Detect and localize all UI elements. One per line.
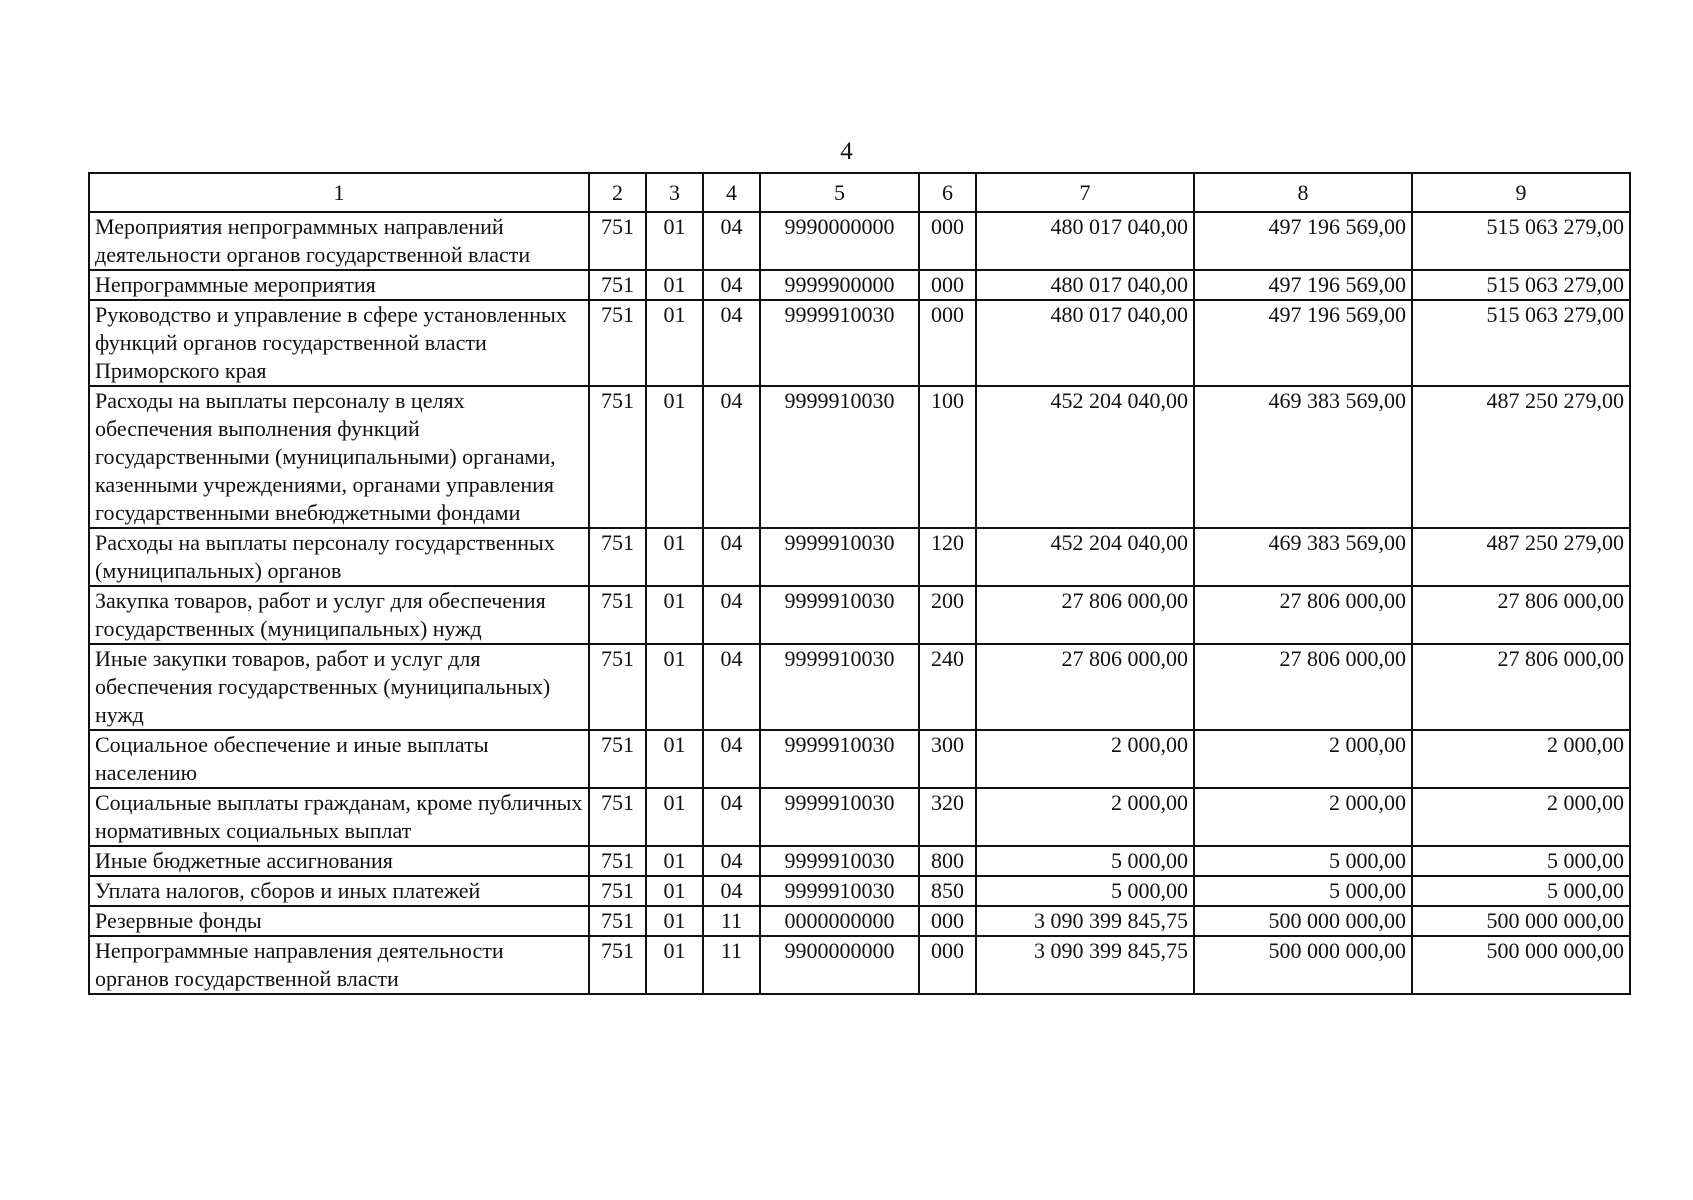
item-name-cell: Непрограммные мероприятия <box>89 270 589 300</box>
column-header: 1 <box>89 173 589 212</box>
code-cell: 9999900000 <box>760 270 919 300</box>
code-cell: 9999910030 <box>760 788 919 846</box>
amount-cell: 2 000,00 <box>976 730 1194 788</box>
amount-cell: 487 250 279,00 <box>1412 528 1630 586</box>
code-cell: 800 <box>919 846 976 876</box>
amount-cell: 27 806 000,00 <box>1194 586 1412 644</box>
amount-cell: 452 204 040,00 <box>976 386 1194 528</box>
code-cell: 9999910030 <box>760 876 919 906</box>
amount-cell: 27 806 000,00 <box>976 644 1194 730</box>
code-cell: 000 <box>919 300 976 386</box>
column-header: 3 <box>646 173 703 212</box>
amount-cell: 5 000,00 <box>1412 846 1630 876</box>
page-number: 4 <box>840 138 853 165</box>
amount-cell: 452 204 040,00 <box>976 528 1194 586</box>
column-header: 7 <box>976 173 1194 212</box>
code-cell: 04 <box>703 212 760 270</box>
code-cell: 01 <box>646 270 703 300</box>
code-cell: 9900000000 <box>760 936 919 994</box>
table-row <box>89 528 1630 586</box>
code-cell: 100 <box>919 386 976 528</box>
code-cell: 04 <box>703 270 760 300</box>
code-cell: 9999910030 <box>760 300 919 386</box>
amount-cell: 469 383 569,00 <box>1194 386 1412 528</box>
table-header <box>89 173 1630 212</box>
amount-cell: 2 000,00 <box>1412 730 1630 788</box>
table-body <box>89 212 1630 994</box>
item-name-cell: Социальное обеспечение и иные выплаты населению <box>89 730 589 788</box>
amount-cell: 480 017 040,00 <box>976 212 1194 270</box>
item-name-cell: Иные бюджетные ассигнования <box>89 846 589 876</box>
amount-cell: 469 383 569,00 <box>1194 528 1412 586</box>
code-cell: 01 <box>646 906 703 936</box>
amount-cell: 497 196 569,00 <box>1194 270 1412 300</box>
code-cell: 01 <box>646 788 703 846</box>
column-header: 6 <box>919 173 976 212</box>
code-cell: 01 <box>646 936 703 994</box>
item-name-cell: Непрограммные направления деятельности органов государственной власти <box>89 936 589 994</box>
code-cell: 01 <box>646 300 703 386</box>
code-cell: 9999910030 <box>760 586 919 644</box>
code-cell: 11 <box>703 936 760 994</box>
amount-cell: 497 196 569,00 <box>1194 300 1412 386</box>
code-cell: 751 <box>589 212 646 270</box>
code-cell: 01 <box>646 644 703 730</box>
amount-cell: 27 806 000,00 <box>1194 644 1412 730</box>
column-header: 8 <box>1194 173 1412 212</box>
column-header: 5 <box>760 173 919 212</box>
table-row <box>89 936 1630 994</box>
code-cell: 751 <box>589 788 646 846</box>
amount-cell: 2 000,00 <box>1194 788 1412 846</box>
table-row <box>89 906 1630 936</box>
code-cell: 0000000000 <box>760 906 919 936</box>
amount-cell: 500 000 000,00 <box>1194 936 1412 994</box>
code-cell: 751 <box>589 936 646 994</box>
amount-cell: 3 090 399 845,75 <box>976 936 1194 994</box>
amount-cell: 27 806 000,00 <box>976 586 1194 644</box>
code-cell: 240 <box>919 644 976 730</box>
code-cell: 04 <box>703 846 760 876</box>
table-row <box>89 386 1630 528</box>
item-name-cell: Расходы на выплаты персоналу государственных (муниципальных) органов <box>89 528 589 586</box>
code-cell: 751 <box>589 528 646 586</box>
code-cell: 751 <box>589 586 646 644</box>
table-row <box>89 300 1630 386</box>
code-cell: 200 <box>919 586 976 644</box>
amount-cell: 500 000 000,00 <box>1412 936 1630 994</box>
item-name-cell: Социальные выплаты гражданам, кроме публичных нормативных социальных выплат <box>89 788 589 846</box>
code-cell: 04 <box>703 528 760 586</box>
amount-cell: 515 063 279,00 <box>1412 300 1630 386</box>
code-cell: 01 <box>646 586 703 644</box>
table-row <box>89 212 1630 270</box>
code-cell: 320 <box>919 788 976 846</box>
code-cell: 751 <box>589 730 646 788</box>
column-header: 9 <box>1412 173 1630 212</box>
amount-cell: 500 000 000,00 <box>1412 906 1630 936</box>
table-row <box>89 586 1630 644</box>
item-name-cell: Резервные фонды <box>89 906 589 936</box>
code-cell: 04 <box>703 730 760 788</box>
code-cell: 01 <box>646 846 703 876</box>
code-cell: 9990000000 <box>760 212 919 270</box>
item-name-cell: Иные закупки товаров, работ и услуг для обеспечения государственных (муниципальных) нужд <box>89 644 589 730</box>
code-cell: 04 <box>703 386 760 528</box>
code-cell: 751 <box>589 876 646 906</box>
code-cell: 751 <box>589 846 646 876</box>
amount-cell: 5 000,00 <box>1412 876 1630 906</box>
amount-cell: 515 063 279,00 <box>1412 270 1630 300</box>
amount-cell: 2 000,00 <box>976 788 1194 846</box>
code-cell: 01 <box>646 386 703 528</box>
amount-cell: 2 000,00 <box>1412 788 1630 846</box>
amount-cell: 5 000,00 <box>1194 876 1412 906</box>
item-name-cell: Руководство и управление в сфере установленных функций органов государственной власти Приморского края <box>89 300 589 386</box>
item-name-cell: Расходы на выплаты персоналу в целях обеспечения выполнения функций государственными (муниципальными) органами, казенными учреждениями, органами управления государственными внебюджетными фондами <box>89 386 589 528</box>
code-cell: 01 <box>646 528 703 586</box>
amount-cell: 515 063 279,00 <box>1412 212 1630 270</box>
code-cell: 000 <box>919 270 976 300</box>
code-cell: 04 <box>703 300 760 386</box>
code-cell: 000 <box>919 906 976 936</box>
amount-cell: 5 000,00 <box>976 846 1194 876</box>
code-cell: 751 <box>589 644 646 730</box>
amount-cell: 5 000,00 <box>976 876 1194 906</box>
amount-cell: 480 017 040,00 <box>976 300 1194 386</box>
amount-cell: 480 017 040,00 <box>976 270 1194 300</box>
amount-cell: 3 090 399 845,75 <box>976 906 1194 936</box>
code-cell: 01 <box>646 212 703 270</box>
code-cell: 000 <box>919 936 976 994</box>
table-row <box>89 876 1630 906</box>
code-cell: 751 <box>589 300 646 386</box>
code-cell: 04 <box>703 644 760 730</box>
code-cell: 120 <box>919 528 976 586</box>
column-header: 2 <box>589 173 646 212</box>
table-row <box>89 270 1630 300</box>
code-cell: 751 <box>589 270 646 300</box>
amount-cell: 27 806 000,00 <box>1412 644 1630 730</box>
code-cell: 9999910030 <box>760 644 919 730</box>
code-cell: 300 <box>919 730 976 788</box>
amount-cell: 487 250 279,00 <box>1412 386 1630 528</box>
code-cell: 9999910030 <box>760 846 919 876</box>
amount-cell: 2 000,00 <box>1194 730 1412 788</box>
table-row <box>89 846 1630 876</box>
code-cell: 850 <box>919 876 976 906</box>
code-cell: 751 <box>589 386 646 528</box>
code-cell: 04 <box>703 876 760 906</box>
code-cell: 9999910030 <box>760 528 919 586</box>
item-name-cell: Уплата налогов, сборов и иных платежей <box>89 876 589 906</box>
item-name-cell: Мероприятия непрограммных направлений деятельности органов государственной власти <box>89 212 589 270</box>
code-cell: 11 <box>703 906 760 936</box>
budget-table <box>88 172 1631 995</box>
amount-cell: 497 196 569,00 <box>1194 212 1412 270</box>
column-header: 4 <box>703 173 760 212</box>
code-cell: 04 <box>703 586 760 644</box>
code-cell: 000 <box>919 212 976 270</box>
amount-cell: 5 000,00 <box>1194 846 1412 876</box>
amount-cell: 27 806 000,00 <box>1412 586 1630 644</box>
code-cell: 9999910030 <box>760 386 919 528</box>
item-name-cell: Закупка товаров, работ и услуг для обеспечения государственных (муниципальных) нужд <box>89 586 589 644</box>
table-row <box>89 788 1630 846</box>
code-cell: 01 <box>646 876 703 906</box>
code-cell: 9999910030 <box>760 730 919 788</box>
amount-cell: 500 000 000,00 <box>1194 906 1412 936</box>
code-cell: 04 <box>703 788 760 846</box>
table-row <box>89 730 1630 788</box>
header-row <box>89 173 1630 212</box>
code-cell: 751 <box>589 906 646 936</box>
table-row <box>89 644 1630 730</box>
code-cell: 01 <box>646 730 703 788</box>
